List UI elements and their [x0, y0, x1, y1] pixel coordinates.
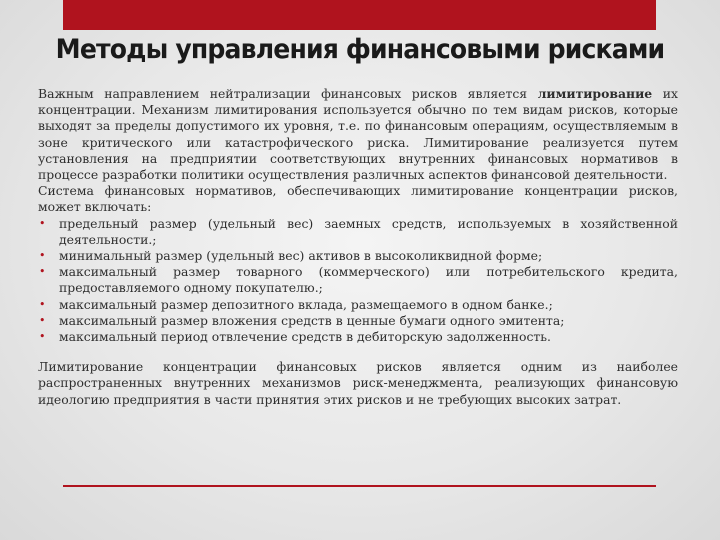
list-item [38, 216, 678, 248]
intro-text-start: Важным направлением нейтрализации финансовых рисков является [38, 86, 538, 101]
list-item-text: предельный размер (удельный вес) заемных средств, используемых в хозяйственной деятельности.; [59, 215, 678, 247]
bottom-divider [63, 485, 656, 487]
bullet-icon: • [39, 265, 46, 279]
system-intro-paragraph: Система финансовых нормативов, обеспечивающих лимитирование концентрации рисков, может включать: [38, 183, 678, 215]
bullet-icon: • [39, 297, 46, 311]
list-item-text: минимальный размер (удельный вес) активов в высоколиквидной форме; [59, 248, 543, 264]
list-item [38, 264, 678, 296]
slide-title: Методы управления финансовыми рисками [55, 34, 665, 65]
list-item [38, 297, 678, 313]
list-item [38, 248, 678, 264]
conclusion-paragraph: Лимитирование концентрации финансовых рисков является одним из наиболее распространенных внутренних механизмов риск-менеджмента, реализующих финансовую идеологию предприятия в части принятия этих рисков и не требующих высоких затрат. [38, 359, 678, 407]
norms-list [38, 216, 678, 346]
list-item [38, 313, 678, 329]
list-item-text: максимальный размер товарного (коммерческого) или потребительского кредита, предоставляемого одному покупателю.; [59, 264, 678, 296]
bullet-icon: • [39, 216, 46, 230]
bullet-icon: • [39, 313, 46, 327]
bullet-icon: • [39, 330, 46, 344]
bullet-icon: • [39, 249, 46, 263]
list-item-text: максимальный размер депозитного вклада, размещаемого в одном банке.; [59, 296, 553, 312]
list-item-text: максимальный размер вложения средств в ценные бумаги одного эмитента; [59, 312, 565, 328]
list-item-text: максимальный период отвлечение средств в дебиторскую задолженность. [59, 329, 551, 345]
intro-paragraph [38, 86, 678, 183]
intro-bold-term: лимитирование [537, 86, 653, 101]
top-accent-bar [63, 0, 656, 30]
slide-body [38, 86, 678, 408]
intro-text-end: их концентрации. Механизм лимитирования используется обычно по тем видам рисков, которые выходят за пределы допустимого их уровня, т.е. по финансовым операциям, осуществляемым в зоне критического или катастрофического риска. Лимитирование реализуется путем установления на предприятии соответствующих внутренних финансовых нормативов в процессе разработки политики осуществления различных аспектов финансовой деятельности. [38, 86, 678, 183]
list-item [38, 329, 678, 345]
paragraph-spacer [38, 345, 678, 359]
